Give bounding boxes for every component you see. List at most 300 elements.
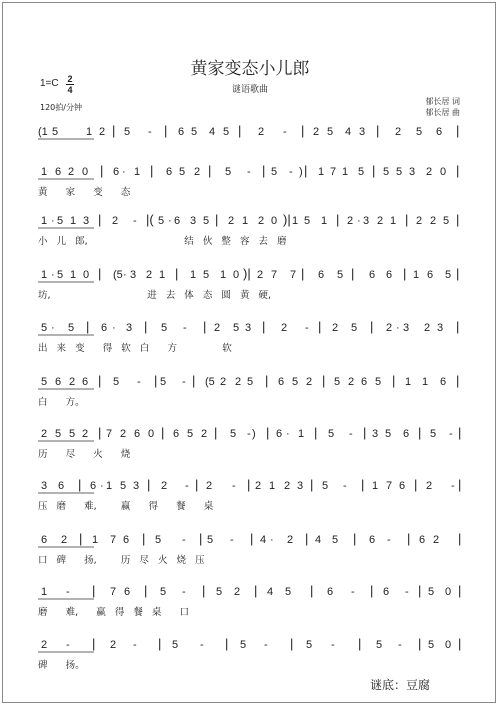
note-10-11: |	[290, 636, 294, 651]
note-8-18: 5	[332, 534, 339, 546]
note-7-5: 1	[106, 480, 113, 492]
note-4-16: -	[305, 322, 309, 334]
lyric-line-7: 压 磨 难, 赢 得 餐 桌	[38, 501, 214, 512]
note-1-8: |	[150, 163, 154, 178]
note-6-31: |	[458, 425, 462, 440]
note-5-11: (5	[205, 376, 215, 388]
note-1-12: |	[208, 163, 212, 178]
note-6-10: 6	[173, 428, 180, 440]
note-1-2: 2	[68, 166, 75, 178]
note-0-22: 5	[416, 126, 423, 138]
note-4-5: ·	[112, 322, 116, 334]
note-3-30: |	[456, 266, 460, 281]
note-6-3: 2	[82, 428, 89, 440]
note-5-8: 5	[160, 376, 167, 388]
note-9-8: |	[202, 583, 206, 598]
note-2-20: 1	[292, 215, 299, 227]
note-7-20: 5	[322, 480, 329, 492]
note-1-16: 5	[271, 166, 278, 178]
note-7-15: 2	[255, 480, 262, 492]
note-9-17: |	[370, 583, 374, 598]
meter-top: 2	[67, 74, 73, 84]
note-3-24: 6	[369, 269, 376, 281]
note-2-7: -	[133, 215, 137, 227]
note-3-28: 6	[427, 269, 434, 281]
note-10-5: |	[158, 636, 162, 651]
note-0-1: 5	[52, 126, 59, 138]
note-3-8: 3	[130, 269, 137, 281]
note-0-2: 1	[86, 126, 93, 138]
note-5-19: |	[322, 373, 326, 388]
note-4-12: 5	[233, 322, 240, 334]
note-4-17: |	[318, 319, 322, 334]
note-10-6: 5	[172, 639, 179, 651]
note-5-12: 2	[220, 376, 227, 388]
note-4-11: 2	[214, 322, 221, 334]
note-2-8: |(	[146, 212, 154, 227]
note-3-12: 1	[190, 269, 197, 281]
note-3-15: 0	[233, 269, 240, 281]
note-2-5: |	[98, 212, 102, 227]
lyric-line-3: 坊, 进 去 体 态 圆 黄 硬,	[38, 290, 272, 301]
note-6-30: -	[449, 428, 453, 440]
note-6-29: 5	[430, 428, 437, 440]
note-8-0: 6	[41, 534, 48, 546]
note-2-14: |	[215, 212, 219, 227]
note-3-21: 6	[318, 269, 325, 281]
note-3-14: 1	[220, 269, 227, 281]
note-1-24: |	[372, 163, 376, 178]
note-1-21: 7	[330, 166, 337, 178]
note-4-21: 2	[386, 322, 393, 334]
note-4-13: 3	[245, 322, 252, 334]
note-2-12: 3	[190, 215, 197, 227]
note-5-0: 5	[41, 376, 48, 388]
note-2-4: 3	[83, 215, 90, 227]
note-6-9: |	[161, 425, 165, 440]
note-5-14: 5	[247, 376, 254, 388]
note-8-24: 2	[433, 534, 440, 546]
note-3-13: 5	[203, 269, 210, 281]
note-6-21: |	[314, 425, 318, 440]
note-10-18: 5	[428, 639, 435, 651]
note-0-13: 2	[258, 126, 265, 138]
note-9-21: 5	[428, 586, 435, 598]
note-4-24: 2	[424, 322, 431, 334]
note-9-12: 4	[267, 586, 274, 598]
note-7-7: 3	[133, 480, 140, 492]
note-6-28: |	[418, 425, 422, 440]
note-3-7: ·	[123, 269, 127, 281]
note-10-13: -	[331, 639, 335, 651]
note-3-1: ·	[51, 269, 55, 281]
note-8-14: ·	[270, 534, 274, 546]
note-5-18: 2	[306, 376, 313, 388]
note-9-11: |	[254, 583, 258, 598]
note-3-6: (5	[113, 269, 123, 281]
note-9-22: 0	[445, 586, 452, 598]
note-6-25: 3	[372, 428, 379, 440]
note-4-0: 5	[41, 322, 48, 334]
note-2-6: 2	[112, 215, 119, 227]
note-8-21: -	[387, 534, 391, 546]
note-6-2: 5	[69, 428, 76, 440]
note-8-8: -	[182, 534, 186, 546]
note-3-16: )|	[243, 266, 251, 281]
note-3-18: 7	[271, 269, 278, 281]
note-6-18: 6	[276, 428, 283, 440]
note-4-22: ·	[396, 322, 400, 334]
note-7-9: 2	[161, 480, 168, 492]
note-4-1: ·	[51, 322, 55, 334]
note-10-3: 2	[110, 639, 117, 651]
note-1-4: |	[100, 163, 104, 178]
note-7-12: 2	[206, 480, 213, 492]
note-1-9: 6	[166, 166, 173, 178]
note-1-19: |	[304, 163, 308, 178]
note-6-23: -	[349, 428, 353, 440]
note-6-7: 6	[134, 428, 141, 440]
note-7-26: |	[414, 477, 418, 492]
note-5-6: -	[137, 376, 141, 388]
note-6-19: ·	[286, 428, 290, 440]
note-9-14: |	[310, 583, 314, 598]
note-0-23: 6	[436, 126, 443, 138]
note-5-3: 6	[82, 376, 89, 388]
note-9-2: |	[92, 583, 96, 598]
note-1-28: 2	[426, 166, 433, 178]
note-1-0: 1	[41, 166, 48, 178]
note-3-19: 7	[290, 269, 297, 281]
note-6-13: |	[214, 425, 218, 440]
note-2-21: 5	[304, 215, 311, 227]
note-0-18: 4	[345, 126, 352, 138]
note-7-11: |	[195, 477, 199, 492]
note-8-4: 7	[110, 534, 117, 546]
note-8-16: |	[305, 531, 309, 546]
note-6-6: 2	[120, 428, 127, 440]
note-10-0: 2	[41, 639, 48, 651]
lyricist-credit: 郁长居 词	[425, 97, 460, 106]
note-7-0: 3	[41, 480, 48, 492]
note-5-15: |	[265, 373, 269, 388]
note-3-22: 5	[337, 269, 344, 281]
note-10-14: |	[358, 636, 362, 651]
note-10-20: |	[458, 636, 462, 651]
note-2-27: 2	[377, 215, 384, 227]
note-10-7: -	[200, 639, 204, 651]
note-7-14: |	[247, 477, 251, 492]
note-6-4: |	[98, 425, 102, 440]
note-1-3: 0	[82, 166, 89, 178]
note-4-20: |	[370, 319, 374, 334]
lyric-line-4: 出 来 变 得 软 白 方 软	[38, 343, 232, 354]
note-5-9: -	[182, 376, 186, 388]
note-5-10: |	[192, 373, 196, 388]
note-1-27: 3	[409, 166, 416, 178]
lyric-line-5: 白 方。	[38, 397, 85, 408]
note-1-15: |	[262, 163, 266, 178]
note-4-8: 5	[161, 322, 168, 334]
song-title: 黄家变态小儿郎	[190, 59, 310, 79]
note-8-25: |	[458, 531, 462, 546]
note-3-2: 5	[57, 269, 64, 281]
note-6-22: 5	[328, 428, 335, 440]
note-5-5: 5	[113, 376, 120, 388]
note-7-18: 3	[297, 480, 304, 492]
note-8-10: 5	[207, 534, 214, 546]
note-7-24: 7	[386, 480, 393, 492]
note-4-7: |	[144, 319, 148, 334]
note-1-18: )	[299, 166, 303, 178]
note-8-5: 6	[123, 534, 130, 546]
note-1-26: 5	[396, 166, 403, 178]
note-0-7: |	[164, 123, 168, 138]
note-8-7: 5	[155, 534, 162, 546]
meter-bottom: 4	[67, 85, 73, 95]
note-0-10: 4	[209, 126, 216, 138]
note-2-16: 1	[242, 215, 249, 227]
note-2-28: 1	[390, 215, 397, 227]
note-2-2: 5	[57, 215, 64, 227]
note-4-23: 3	[403, 322, 410, 334]
note-0-9: 5	[191, 126, 198, 138]
note-6-24: |	[363, 425, 367, 440]
note-7-22: |	[361, 477, 365, 492]
tempo-marking: 120拍/分钟	[40, 103, 82, 112]
note-4-10: |	[203, 319, 207, 334]
note-0-11: 5	[223, 126, 230, 138]
note-2-26: 3	[363, 215, 370, 227]
note-4-18: 2	[332, 322, 339, 334]
note-1-17: -	[289, 166, 293, 178]
composer-credit: 郁长居 曲	[425, 108, 460, 117]
note-3-10: 1	[159, 269, 166, 281]
note-6-12: 2	[201, 428, 208, 440]
note-7-25: 6	[399, 480, 406, 492]
lyric-line-8: 口 碑 扬, 历 尽 火 烧 压	[38, 555, 205, 566]
note-9-7: -	[182, 586, 186, 598]
note-4-25: 3	[437, 322, 444, 334]
note-9-1: -	[66, 586, 70, 598]
note-9-6: 5	[160, 586, 167, 598]
note-10-1: -	[66, 639, 70, 651]
note-7-1: 6	[58, 480, 65, 492]
note-5-28: |	[456, 373, 460, 388]
note-0-3: 2	[99, 126, 106, 138]
song-subtitle: 谜语歌曲	[231, 85, 268, 95]
note-8-13: 4	[260, 534, 267, 546]
note-1-22: 1	[342, 166, 349, 178]
note-7-23: 1	[372, 480, 379, 492]
note-2-17: 2	[258, 215, 265, 227]
note-8-2: |	[79, 531, 83, 546]
lyric-line-6: 历 尽 火 烧	[38, 449, 131, 460]
note-9-18: 6	[383, 586, 390, 598]
note-5-27: 6	[440, 376, 447, 388]
note-5-25: 1	[405, 376, 412, 388]
note-7-10: -	[185, 480, 189, 492]
note-2-18: 0	[271, 215, 278, 227]
note-6-5: 7	[106, 428, 113, 440]
lyric-line-9: 磨 难, 赢 得 餐 桌 口	[38, 607, 190, 618]
note-6-27: 6	[403, 428, 410, 440]
note-3-20: |	[301, 266, 305, 281]
note-1-6: ·	[122, 166, 126, 178]
note-2-13: 5	[203, 215, 210, 227]
note-4-15: 2	[281, 322, 288, 334]
note-0-19: 3	[359, 126, 366, 138]
note-3-0: 1	[41, 269, 48, 281]
note-2-33: |	[456, 212, 460, 227]
note-6-26: 5	[385, 428, 392, 440]
note-7-6: 5	[120, 480, 127, 492]
note-8-6: |	[142, 531, 146, 546]
note-5-20: 5	[334, 376, 341, 388]
note-1-23: 5	[358, 166, 365, 178]
lyric-line-2: 小 儿 郎, 结 伙 整 容 去 磨	[38, 236, 287, 247]
note-10-16: -	[398, 639, 402, 651]
note-7-13: -	[232, 480, 236, 492]
note-4-3: |	[86, 319, 90, 334]
note-7-8: |	[147, 477, 151, 492]
note-2-23: |	[336, 212, 340, 227]
note-5-22: 6	[361, 376, 368, 388]
note-8-19: |	[353, 531, 357, 546]
note-6-15: -	[247, 428, 251, 440]
note-10-17: |	[418, 636, 422, 651]
note-0-5: 5	[124, 126, 131, 138]
note-7-2: |	[78, 477, 82, 492]
note-2-3: 1	[70, 215, 77, 227]
note-10-8: |	[225, 636, 229, 651]
note-3-4: 0	[83, 269, 90, 281]
note-8-23: 6	[419, 534, 426, 546]
riddle-answer: 谜底：豆腐	[370, 678, 431, 692]
note-6-17: |	[266, 425, 270, 440]
note-2-29: |	[405, 212, 409, 227]
note-4-26: |	[456, 319, 460, 334]
note-2-31: 2	[430, 215, 437, 227]
note-10-10: -	[264, 639, 268, 651]
note-7-27: 2	[426, 480, 433, 492]
note-7-29: |	[458, 477, 462, 492]
note-10-15: 5	[376, 639, 383, 651]
note-6-8: 0	[148, 428, 155, 440]
note-6-14: 5	[230, 428, 237, 440]
note-7-3: 6	[90, 480, 97, 492]
note-9-5: |	[144, 583, 148, 598]
note-0-4: |	[112, 123, 116, 138]
note-4-2: 5	[68, 322, 75, 334]
note-2-0: 1	[41, 215, 48, 227]
note-2-30: 2	[416, 215, 423, 227]
note-3-5: |	[98, 266, 102, 281]
note-9-20: |	[418, 583, 422, 598]
note-6-0: 2	[41, 428, 48, 440]
note-9-3: 7	[110, 586, 117, 598]
note-7-16: 1	[269, 480, 276, 492]
note-7-21: -	[343, 480, 347, 492]
note-9-10: 2	[234, 586, 241, 598]
note-3-29: 5	[445, 269, 452, 281]
note-3-23: |	[351, 266, 355, 281]
note-4-19: 5	[351, 322, 358, 334]
note-10-19: 0	[445, 639, 452, 651]
note-5-24: |	[392, 373, 396, 388]
note-5-26: 1	[422, 376, 429, 388]
note-6-16: )	[252, 428, 256, 440]
note-3-26: |	[403, 266, 407, 281]
note-1-25: 5	[383, 166, 390, 178]
note-0-21: 2	[395, 126, 402, 138]
note-9-16: -	[351, 586, 355, 598]
note-8-3: 1	[92, 534, 99, 546]
note-5-13: 2	[235, 376, 242, 388]
note-2-10: ·	[168, 215, 172, 227]
note-1-30: |	[456, 163, 460, 178]
note-8-12: |	[250, 531, 254, 546]
note-1-1: 6	[55, 166, 62, 178]
note-5-21: 2	[348, 376, 355, 388]
note-2-24: 2	[347, 215, 354, 227]
note-8-11: -	[230, 534, 234, 546]
lyric-line-1: 黄 家 变 态	[38, 187, 131, 198]
note-5-7: |	[154, 373, 158, 388]
note-2-11: 6	[174, 215, 181, 227]
note-7-17: 2	[284, 480, 291, 492]
note-0-0: (1	[38, 126, 48, 138]
note-7-19: |	[310, 477, 314, 492]
note-5-16: 6	[278, 376, 285, 388]
note-1-20: 1	[318, 166, 325, 178]
note-5-1: 6	[55, 376, 62, 388]
note-5-17: 5	[292, 376, 299, 388]
note-0-12: |	[238, 123, 242, 138]
note-1-13: 5	[225, 166, 232, 178]
note-9-15: 6	[327, 586, 334, 598]
note-9-9: 5	[216, 586, 223, 598]
note-3-11: |	[175, 266, 179, 281]
note-7-28: -	[451, 480, 455, 492]
note-4-9: -	[183, 322, 187, 334]
note-0-16: 2	[313, 126, 320, 138]
note-7-4: ·	[100, 480, 104, 492]
note-9-4: 6	[124, 586, 131, 598]
note-2-19: )|	[283, 212, 291, 227]
note-5-2: 2	[69, 376, 76, 388]
note-8-17: 4	[315, 534, 322, 546]
note-0-15: |	[301, 123, 305, 138]
note-0-8: 6	[178, 126, 185, 138]
note-9-19: -	[405, 586, 409, 598]
lyric-line-10: 碑 扬。	[38, 660, 85, 671]
note-2-1: ·	[51, 215, 55, 227]
note-0-17: 5	[327, 126, 334, 138]
note-1-5: 6	[113, 166, 120, 178]
note-2-9: 5	[158, 215, 165, 227]
note-9-0: 1	[41, 586, 48, 598]
note-5-4: |	[98, 373, 102, 388]
note-1-14: -	[247, 166, 251, 178]
note-10-9: 5	[240, 639, 247, 651]
note-6-20: 1	[298, 428, 305, 440]
note-8-1: 2	[61, 534, 68, 546]
note-4-14: |	[262, 319, 266, 334]
note-8-9: |	[199, 531, 203, 546]
note-0-6: -	[148, 126, 152, 138]
note-8-15: 2	[287, 534, 294, 546]
